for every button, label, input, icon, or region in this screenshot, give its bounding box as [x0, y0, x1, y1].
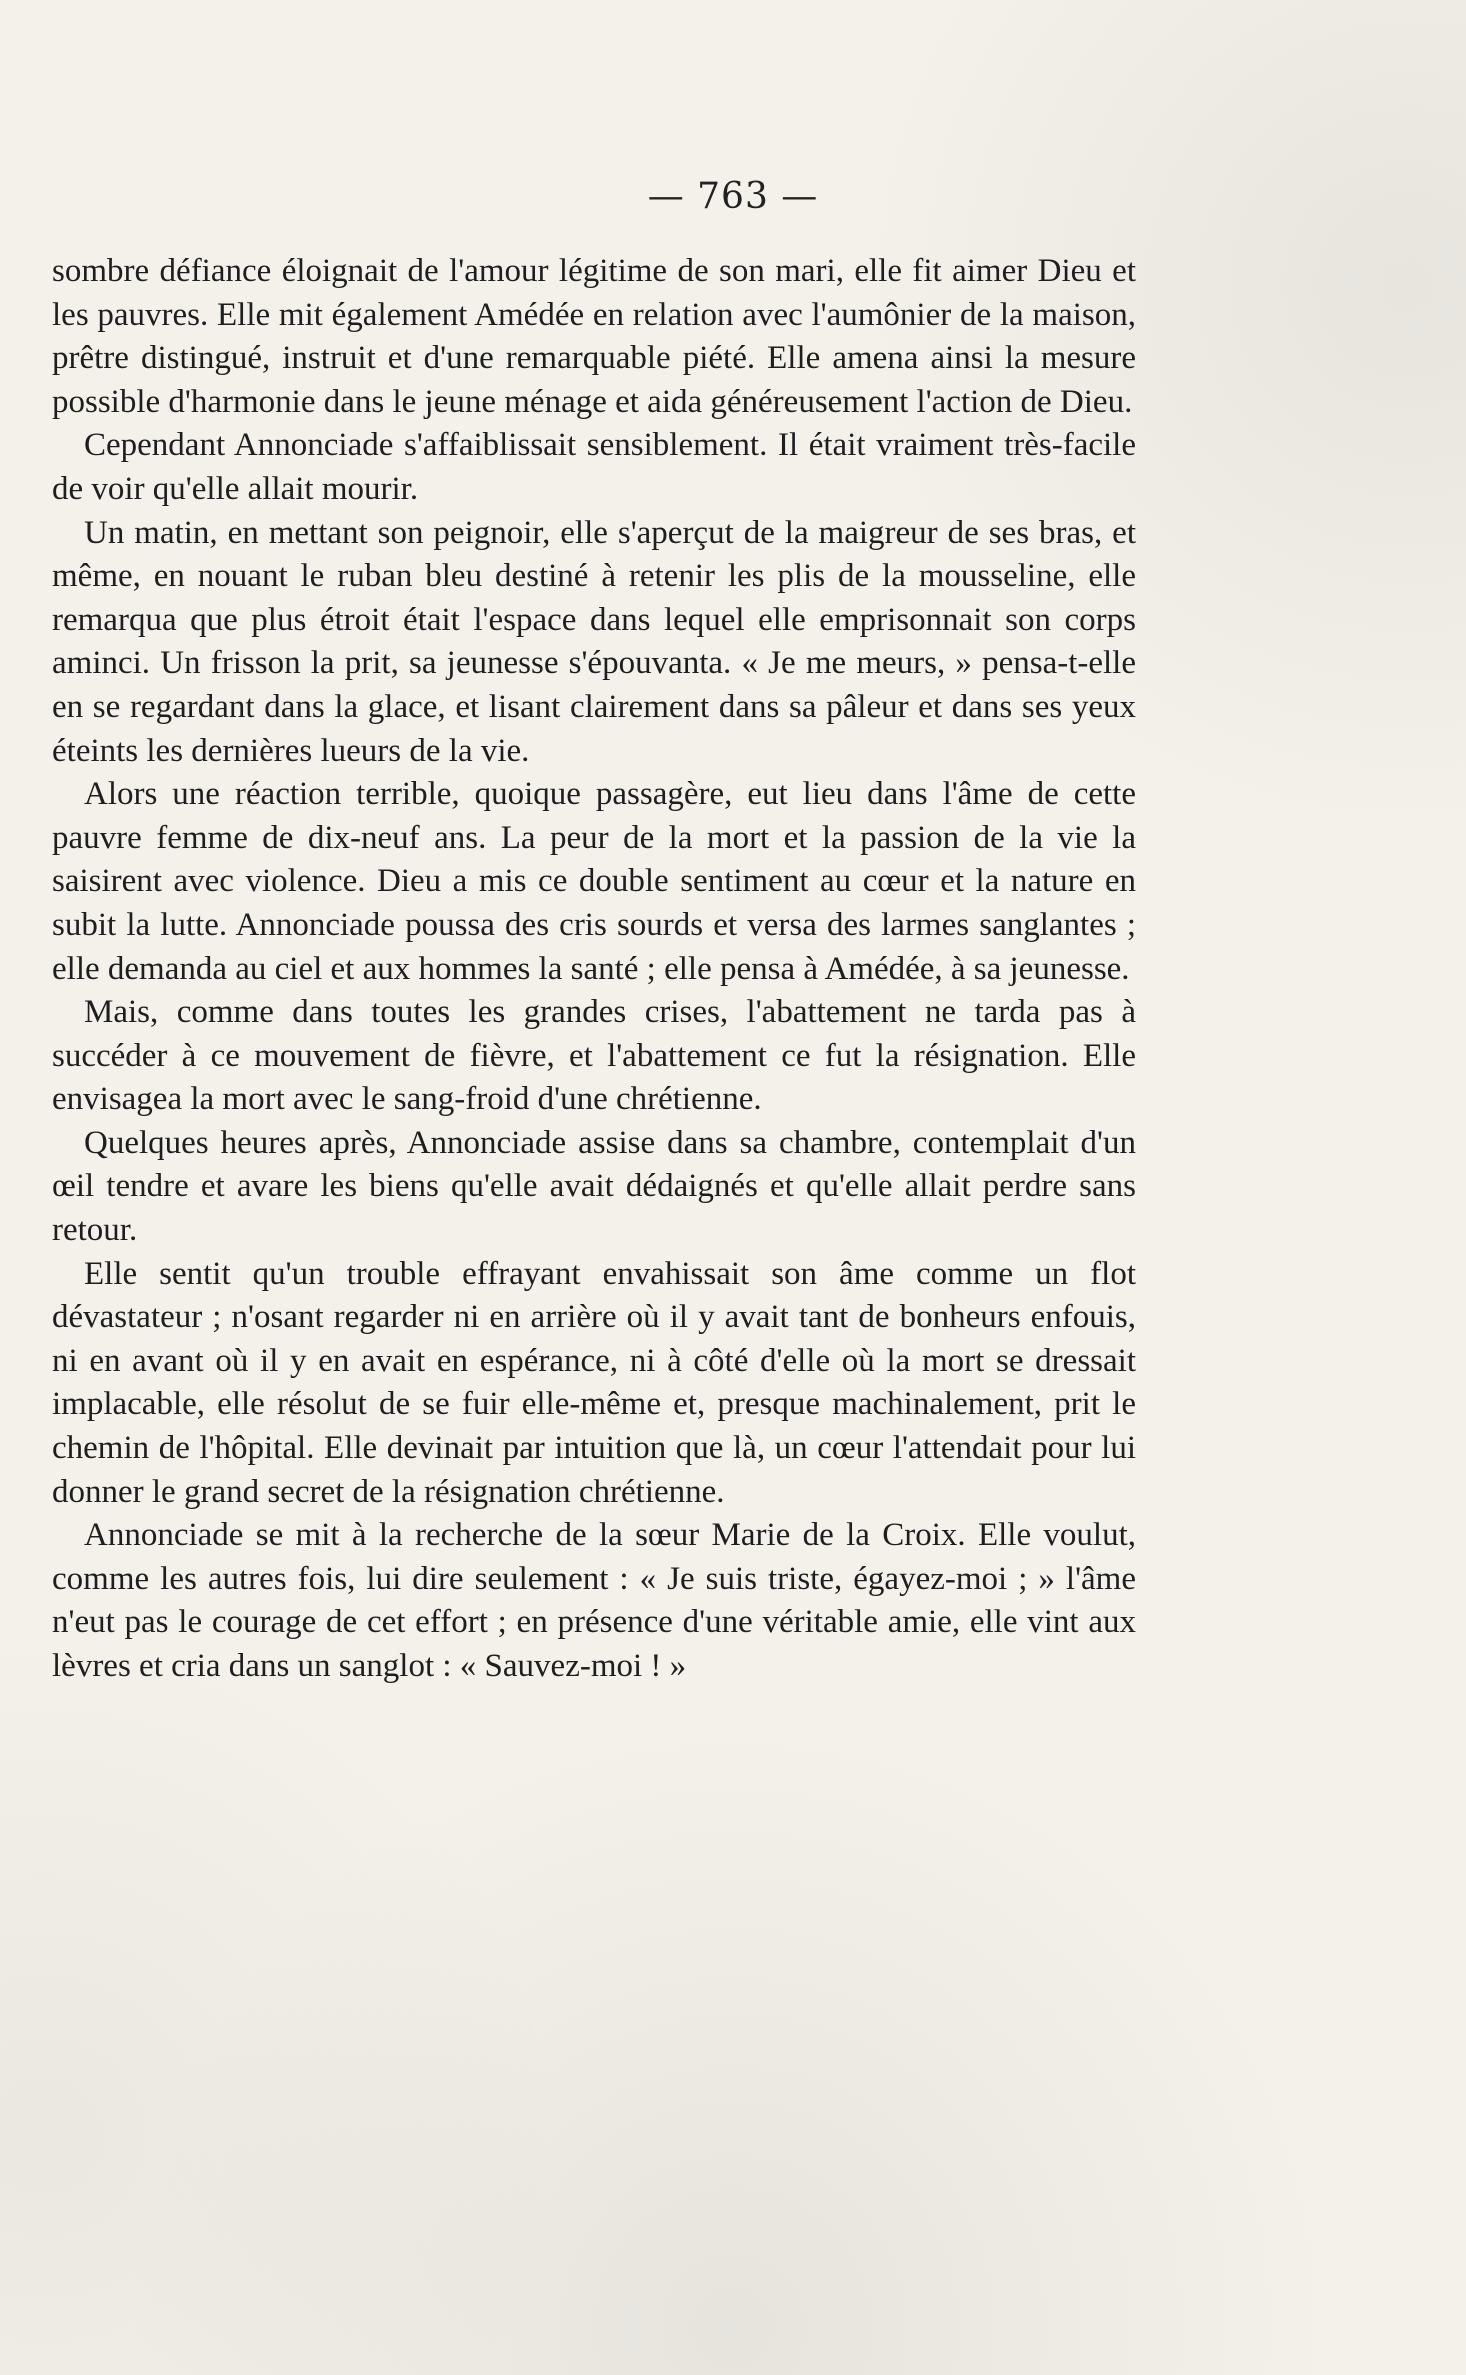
- paragraph-1: sombre défiance éloignait de l'amour légitime de son mari, elle fit aimer Dieu et les pauvres. Elle mit également Amédée en relation avec l'aumônier de la maison, prêtre distingué, instruit et d'une remarquable piété. Elle amena ainsi la mesure possible d'harmonie dans le jeune ménage et aida généreusement l'action de Dieu.: [52, 253, 1136, 420]
- body-text: [52, 250, 1136, 1689]
- paragraph-7: Elle sentit qu'un trouble effrayant envahissait son âme comme un flot dévastateur ; n'osant regarder ni en arrière où il y avait tant de bonheurs enfouis, ni en avant où il y en avait en espérance, ni à côté d'elle où la mort se dressait implacable, elle résolut de se fuir elle-même et, presque machinalement, prit le chemin de l'hôpital. Elle devinait par intuition que là, un cœur l'attendait pour lui donner le grand secret de la résignation chrétienne.: [52, 1255, 1136, 1510]
- page-number: — 763 —: [647, 176, 819, 217]
- paragraph-6: Quelques heures après, Annonciade assise dans sa chambre, contemplait d'un œil tendre et avare les biens qu'elle avait dédaignés et qu'elle allait perdre sans retour.: [52, 1124, 1136, 1249]
- paragraph-4: Alors une réaction terrible, quoique passagère, eut lieu dans l'âme de cette pauvre femme de dix-neuf ans. La peur de la mort et la passion de la vie la saisirent avec violence. Dieu a mis ce double sentiment au cœur et la nature en subit la lutte. Annonciade poussa des cris sourds et versa des larmes sanglantes ; elle demanda au ciel et aux hommes la santé ; elle pensa à Amédée, à sa jeunesse.: [52, 776, 1136, 987]
- paragraph-5: Mais, comme dans toutes les grandes crises, l'abattement ne tarda pas à succéder à ce mouvement de fièvre, et l'abattement ce fut la résignation. Elle envisagea la mort avec le sang-froid d'une chrétienne.: [52, 994, 1136, 1118]
- paragraph-8: Annonciade se mit à la recherche de la sœur Marie de la Croix. Elle voulut, comme les autres fois, lui dire seulement : « Je suis triste, égayez-moi ; » l'âme n'eut pas le courage de cet effort ; en présence d'une véritable amie, elle vint aux lèvres et cria dans un sanglot : « Sauvez-moi ! »: [52, 1517, 1136, 1684]
- paragraph-3: Un matin, en mettant son peignoir, elle s'aperçut de la maigreur de ses bras, et même, en nouant le ruban bleu destiné à retenir les plis de la mousseline, elle remarqua que plus étroit était l'espace dans lequel elle emprisonnait son corps aminci. Un frisson la prit, sa jeunesse s'épouvanta. « Je me meurs, » pensa-t-elle en se regardant dans la glace, et lisant clairement dans sa pâleur et dans ses yeux éteints les dernières lueurs de la vie.: [52, 514, 1136, 769]
- paragraph-2: Cependant Annonciade s'affaiblissait sensiblement. Il était vraiment très-facile de voir qu'elle allait mourir.: [52, 427, 1136, 507]
